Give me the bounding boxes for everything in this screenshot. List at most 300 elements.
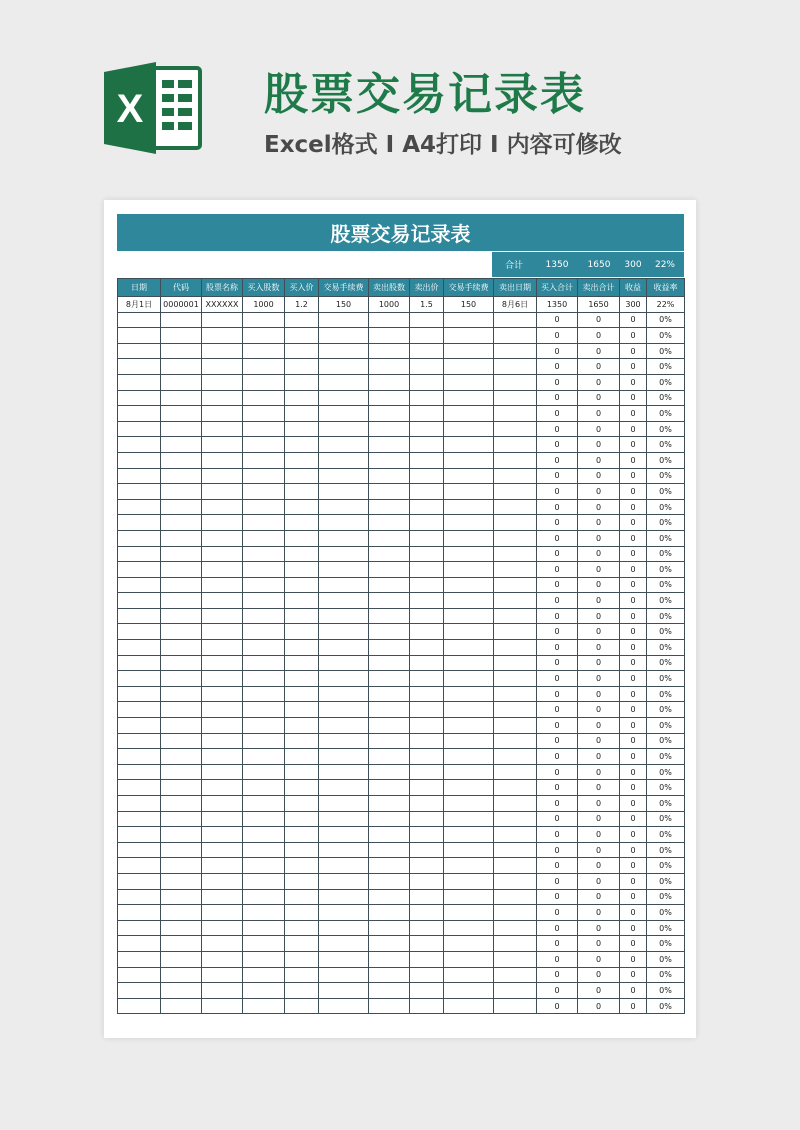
table-cell[interactable] bbox=[319, 749, 369, 765]
table-cell[interactable] bbox=[410, 671, 444, 687]
table-cell[interactable] bbox=[369, 967, 410, 983]
table-cell[interactable] bbox=[494, 562, 537, 578]
table-cell[interactable] bbox=[319, 936, 369, 952]
table-cell[interactable] bbox=[161, 406, 202, 422]
table-cell[interactable]: 0 bbox=[620, 905, 647, 921]
table-cell[interactable]: 0 bbox=[578, 390, 620, 406]
table-cell[interactable] bbox=[410, 702, 444, 718]
table-cell[interactable] bbox=[494, 858, 537, 874]
table-cell[interactable] bbox=[369, 671, 410, 687]
table-cell[interactable]: 0 bbox=[620, 936, 647, 952]
table-cell[interactable]: 0 bbox=[578, 749, 620, 765]
table-cell[interactable] bbox=[202, 452, 243, 468]
table-cell[interactable] bbox=[410, 530, 444, 546]
table-cell[interactable]: 1000 bbox=[243, 297, 285, 313]
table-cell[interactable] bbox=[202, 811, 243, 827]
table-cell[interactable] bbox=[319, 998, 369, 1014]
table-cell[interactable]: 0 bbox=[620, 983, 647, 999]
table-cell[interactable] bbox=[202, 671, 243, 687]
table-cell[interactable] bbox=[202, 936, 243, 952]
table-cell[interactable]: 0 bbox=[620, 421, 647, 437]
table-cell[interactable]: 150 bbox=[319, 297, 369, 313]
table-cell[interactable] bbox=[410, 499, 444, 515]
table-cell[interactable] bbox=[494, 686, 537, 702]
table-cell[interactable]: 0 bbox=[578, 967, 620, 983]
table-cell[interactable] bbox=[161, 530, 202, 546]
table-cell[interactable] bbox=[369, 858, 410, 874]
table-cell[interactable]: 150 bbox=[444, 297, 494, 313]
table-cell[interactable]: 0 bbox=[620, 780, 647, 796]
table-cell[interactable] bbox=[285, 468, 319, 484]
table-cell[interactable] bbox=[494, 452, 537, 468]
table-cell[interactable] bbox=[161, 905, 202, 921]
table-cell[interactable] bbox=[444, 998, 494, 1014]
table-cell[interactable] bbox=[161, 359, 202, 375]
table-cell[interactable] bbox=[243, 671, 285, 687]
table-cell[interactable] bbox=[494, 796, 537, 812]
table-cell[interactable]: 0% bbox=[647, 733, 685, 749]
table-cell[interactable] bbox=[118, 546, 161, 562]
table-cell[interactable]: 0% bbox=[647, 967, 685, 983]
table-cell[interactable]: 0 bbox=[537, 951, 578, 967]
table-cell[interactable] bbox=[118, 671, 161, 687]
table-cell[interactable] bbox=[410, 905, 444, 921]
table-cell[interactable]: 0% bbox=[647, 827, 685, 843]
table-cell[interactable] bbox=[202, 593, 243, 609]
table-cell[interactable] bbox=[410, 577, 444, 593]
table-cell[interactable] bbox=[285, 608, 319, 624]
table-cell[interactable] bbox=[202, 889, 243, 905]
table-cell[interactable] bbox=[494, 951, 537, 967]
table-cell[interactable]: 0% bbox=[647, 920, 685, 936]
table-cell[interactable] bbox=[118, 920, 161, 936]
table-cell[interactable] bbox=[285, 562, 319, 578]
table-cell[interactable] bbox=[118, 624, 161, 640]
table-cell[interactable]: 0 bbox=[620, 530, 647, 546]
table-cell[interactable] bbox=[444, 702, 494, 718]
table-cell[interactable] bbox=[410, 936, 444, 952]
table-cell[interactable] bbox=[202, 577, 243, 593]
table-cell[interactable] bbox=[369, 593, 410, 609]
table-cell[interactable] bbox=[369, 796, 410, 812]
table-cell[interactable] bbox=[161, 624, 202, 640]
table-cell[interactable]: 0 bbox=[620, 608, 647, 624]
table-cell[interactable] bbox=[285, 671, 319, 687]
table-cell[interactable] bbox=[161, 858, 202, 874]
table-cell[interactable] bbox=[161, 983, 202, 999]
table-cell[interactable]: 0 bbox=[620, 328, 647, 344]
table-cell[interactable] bbox=[444, 858, 494, 874]
table-cell[interactable]: 0% bbox=[647, 530, 685, 546]
table-cell[interactable] bbox=[444, 796, 494, 812]
table-cell[interactable] bbox=[444, 780, 494, 796]
table-cell[interactable] bbox=[410, 718, 444, 734]
table-cell[interactable] bbox=[319, 951, 369, 967]
table-cell[interactable]: 0% bbox=[647, 577, 685, 593]
table-cell[interactable]: 0% bbox=[647, 515, 685, 531]
table-cell[interactable] bbox=[161, 764, 202, 780]
table-cell[interactable] bbox=[319, 640, 369, 656]
table-cell[interactable]: 0% bbox=[647, 608, 685, 624]
table-cell[interactable]: 0 bbox=[578, 328, 620, 344]
table-cell[interactable]: 0% bbox=[647, 671, 685, 687]
table-cell[interactable]: 0000001 bbox=[161, 297, 202, 313]
table-cell[interactable] bbox=[118, 343, 161, 359]
table-cell[interactable]: 0 bbox=[537, 624, 578, 640]
table-cell[interactable] bbox=[202, 343, 243, 359]
table-cell[interactable]: 1350 bbox=[537, 297, 578, 313]
table-cell[interactable] bbox=[161, 811, 202, 827]
table-cell[interactable] bbox=[444, 686, 494, 702]
table-cell[interactable] bbox=[494, 702, 537, 718]
table-cell[interactable] bbox=[118, 998, 161, 1014]
table-cell[interactable] bbox=[161, 608, 202, 624]
table-cell[interactable] bbox=[494, 421, 537, 437]
table-cell[interactable] bbox=[161, 374, 202, 390]
table-cell[interactable]: 0 bbox=[537, 936, 578, 952]
table-cell[interactable]: 0 bbox=[537, 546, 578, 562]
table-cell[interactable]: 0 bbox=[537, 468, 578, 484]
table-cell[interactable] bbox=[319, 733, 369, 749]
table-cell[interactable]: 0% bbox=[647, 468, 685, 484]
table-cell[interactable] bbox=[243, 811, 285, 827]
table-cell[interactable] bbox=[118, 905, 161, 921]
table-cell[interactable]: 0 bbox=[578, 733, 620, 749]
table-cell[interactable]: 0% bbox=[647, 873, 685, 889]
table-cell[interactable] bbox=[410, 686, 444, 702]
table-cell[interactable] bbox=[118, 873, 161, 889]
table-cell[interactable] bbox=[369, 390, 410, 406]
table-cell[interactable] bbox=[494, 967, 537, 983]
table-cell[interactable] bbox=[319, 655, 369, 671]
table-cell[interactable] bbox=[118, 390, 161, 406]
table-cell[interactable] bbox=[202, 374, 243, 390]
table-cell[interactable] bbox=[369, 452, 410, 468]
table-cell[interactable]: 0 bbox=[578, 873, 620, 889]
table-cell[interactable] bbox=[369, 374, 410, 390]
table-cell[interactable] bbox=[410, 608, 444, 624]
table-cell[interactable]: 0 bbox=[537, 983, 578, 999]
table-cell[interactable] bbox=[202, 920, 243, 936]
table-cell[interactable]: 0% bbox=[647, 749, 685, 765]
table-cell[interactable] bbox=[410, 374, 444, 390]
table-cell[interactable] bbox=[369, 515, 410, 531]
table-cell[interactable] bbox=[369, 702, 410, 718]
table-cell[interactable] bbox=[243, 562, 285, 578]
table-cell[interactable]: 0 bbox=[578, 889, 620, 905]
table-cell[interactable]: 0 bbox=[537, 577, 578, 593]
table-cell[interactable]: 0 bbox=[578, 640, 620, 656]
table-cell[interactable] bbox=[118, 842, 161, 858]
table-cell[interactable]: 0% bbox=[647, 359, 685, 375]
table-cell[interactable] bbox=[444, 655, 494, 671]
table-cell[interactable] bbox=[369, 421, 410, 437]
table-cell[interactable] bbox=[285, 811, 319, 827]
table-cell[interactable] bbox=[243, 967, 285, 983]
table-cell[interactable] bbox=[202, 967, 243, 983]
table-cell[interactable]: 0 bbox=[537, 343, 578, 359]
table-cell[interactable] bbox=[369, 764, 410, 780]
table-cell[interactable] bbox=[118, 484, 161, 500]
table-cell[interactable] bbox=[118, 749, 161, 765]
table-cell[interactable] bbox=[243, 718, 285, 734]
table-cell[interactable] bbox=[410, 546, 444, 562]
table-cell[interactable]: 0 bbox=[578, 406, 620, 422]
table-cell[interactable] bbox=[118, 764, 161, 780]
table-cell[interactable] bbox=[202, 640, 243, 656]
table-cell[interactable] bbox=[369, 936, 410, 952]
table-cell[interactable] bbox=[494, 608, 537, 624]
table-cell[interactable] bbox=[202, 562, 243, 578]
table-cell[interactable]: 0 bbox=[578, 312, 620, 328]
table-cell[interactable] bbox=[444, 374, 494, 390]
table-cell[interactable]: 0 bbox=[578, 499, 620, 515]
table-cell[interactable]: 0% bbox=[647, 702, 685, 718]
table-cell[interactable] bbox=[118, 983, 161, 999]
table-cell[interactable] bbox=[161, 343, 202, 359]
table-cell[interactable]: 0 bbox=[620, 655, 647, 671]
table-cell[interactable] bbox=[319, 718, 369, 734]
table-cell[interactable] bbox=[444, 328, 494, 344]
table-cell[interactable]: 0% bbox=[647, 343, 685, 359]
table-cell[interactable] bbox=[444, 920, 494, 936]
table-cell[interactable] bbox=[118, 780, 161, 796]
table-cell[interactable] bbox=[202, 530, 243, 546]
table-cell[interactable] bbox=[319, 905, 369, 921]
table-cell[interactable] bbox=[410, 343, 444, 359]
table-cell[interactable] bbox=[243, 328, 285, 344]
table-cell[interactable]: 0 bbox=[537, 858, 578, 874]
table-cell[interactable] bbox=[161, 312, 202, 328]
table-cell[interactable]: 8月1日 bbox=[118, 297, 161, 313]
table-cell[interactable]: 0 bbox=[537, 718, 578, 734]
table-cell[interactable] bbox=[494, 343, 537, 359]
table-cell[interactable] bbox=[494, 359, 537, 375]
table-cell[interactable] bbox=[202, 827, 243, 843]
table-cell[interactable] bbox=[494, 374, 537, 390]
table-cell[interactable]: 0 bbox=[537, 733, 578, 749]
table-cell[interactable] bbox=[118, 468, 161, 484]
table-cell[interactable] bbox=[319, 515, 369, 531]
table-cell[interactable] bbox=[410, 421, 444, 437]
table-cell[interactable] bbox=[243, 468, 285, 484]
table-cell[interactable] bbox=[369, 951, 410, 967]
table-cell[interactable] bbox=[202, 655, 243, 671]
table-cell[interactable]: 0% bbox=[647, 640, 685, 656]
table-cell[interactable]: 0 bbox=[620, 640, 647, 656]
table-cell[interactable] bbox=[319, 530, 369, 546]
table-cell[interactable]: 0 bbox=[537, 811, 578, 827]
table-cell[interactable]: 0% bbox=[647, 562, 685, 578]
table-cell[interactable] bbox=[319, 842, 369, 858]
table-cell[interactable] bbox=[202, 312, 243, 328]
table-cell[interactable]: 0 bbox=[620, 484, 647, 500]
table-cell[interactable] bbox=[444, 873, 494, 889]
table-cell[interactable] bbox=[319, 484, 369, 500]
table-cell[interactable]: 0 bbox=[578, 608, 620, 624]
table-cell[interactable]: 0 bbox=[537, 905, 578, 921]
table-cell[interactable] bbox=[285, 343, 319, 359]
table-cell[interactable] bbox=[285, 546, 319, 562]
table-cell[interactable] bbox=[494, 889, 537, 905]
table-cell[interactable] bbox=[202, 499, 243, 515]
table-cell[interactable]: 0 bbox=[537, 312, 578, 328]
table-cell[interactable] bbox=[410, 328, 444, 344]
table-cell[interactable] bbox=[319, 764, 369, 780]
table-cell[interactable] bbox=[285, 312, 319, 328]
table-cell[interactable] bbox=[494, 764, 537, 780]
table-cell[interactable] bbox=[369, 842, 410, 858]
table-cell[interactable] bbox=[118, 374, 161, 390]
table-cell[interactable] bbox=[202, 780, 243, 796]
table-cell[interactable] bbox=[118, 530, 161, 546]
table-cell[interactable] bbox=[369, 780, 410, 796]
table-cell[interactable] bbox=[319, 328, 369, 344]
table-cell[interactable] bbox=[369, 718, 410, 734]
table-cell[interactable] bbox=[410, 951, 444, 967]
table-cell[interactable] bbox=[410, 593, 444, 609]
table-cell[interactable] bbox=[285, 967, 319, 983]
table-cell[interactable] bbox=[161, 936, 202, 952]
table-cell[interactable] bbox=[369, 484, 410, 500]
table-cell[interactable]: 0 bbox=[578, 842, 620, 858]
table-cell[interactable]: 0% bbox=[647, 437, 685, 453]
table-cell[interactable]: 0 bbox=[537, 406, 578, 422]
table-cell[interactable]: 0 bbox=[620, 577, 647, 593]
table-cell[interactable]: 0 bbox=[620, 951, 647, 967]
table-cell[interactable]: 0 bbox=[620, 796, 647, 812]
table-cell[interactable] bbox=[494, 936, 537, 952]
table-cell[interactable]: 0 bbox=[578, 515, 620, 531]
table-cell[interactable]: 0 bbox=[537, 515, 578, 531]
table-cell[interactable] bbox=[202, 998, 243, 1014]
table-cell[interactable] bbox=[319, 671, 369, 687]
table-cell[interactable]: 0% bbox=[647, 328, 685, 344]
table-cell[interactable] bbox=[285, 499, 319, 515]
table-cell[interactable]: 0 bbox=[537, 998, 578, 1014]
table-cell[interactable] bbox=[161, 640, 202, 656]
table-cell[interactable] bbox=[494, 655, 537, 671]
table-cell[interactable] bbox=[243, 546, 285, 562]
table-cell[interactable]: XXXXXX bbox=[202, 297, 243, 313]
table-cell[interactable]: 0 bbox=[537, 655, 578, 671]
table-cell[interactable] bbox=[161, 468, 202, 484]
table-cell[interactable] bbox=[369, 905, 410, 921]
table-cell[interactable]: 0% bbox=[647, 983, 685, 999]
table-cell[interactable] bbox=[202, 796, 243, 812]
table-cell[interactable]: 0 bbox=[620, 515, 647, 531]
table-cell[interactable]: 0 bbox=[620, 967, 647, 983]
table-cell[interactable] bbox=[410, 452, 444, 468]
table-cell[interactable] bbox=[118, 452, 161, 468]
table-cell[interactable] bbox=[161, 702, 202, 718]
table-cell[interactable]: 0 bbox=[578, 827, 620, 843]
table-cell[interactable]: 1650 bbox=[578, 297, 620, 313]
table-cell[interactable]: 0 bbox=[578, 452, 620, 468]
table-cell[interactable] bbox=[161, 484, 202, 500]
table-cell[interactable]: 0 bbox=[578, 905, 620, 921]
table-cell[interactable] bbox=[161, 951, 202, 967]
table-cell[interactable] bbox=[243, 312, 285, 328]
table-cell[interactable]: 0% bbox=[647, 718, 685, 734]
table-cell[interactable] bbox=[118, 811, 161, 827]
table-cell[interactable]: 0 bbox=[537, 702, 578, 718]
table-cell[interactable] bbox=[444, 421, 494, 437]
table-cell[interactable] bbox=[161, 515, 202, 531]
table-cell[interactable] bbox=[494, 640, 537, 656]
table-cell[interactable] bbox=[369, 499, 410, 515]
table-cell[interactable] bbox=[444, 624, 494, 640]
table-cell[interactable] bbox=[285, 390, 319, 406]
table-cell[interactable] bbox=[319, 811, 369, 827]
table-cell[interactable]: 0% bbox=[647, 655, 685, 671]
table-cell[interactable] bbox=[410, 484, 444, 500]
table-cell[interactable]: 0% bbox=[647, 998, 685, 1014]
table-cell[interactable] bbox=[319, 686, 369, 702]
table-cell[interactable] bbox=[319, 796, 369, 812]
table-cell[interactable] bbox=[202, 437, 243, 453]
table-cell[interactable] bbox=[118, 608, 161, 624]
table-cell[interactable]: 0% bbox=[647, 905, 685, 921]
table-cell[interactable]: 0 bbox=[620, 733, 647, 749]
table-cell[interactable] bbox=[369, 608, 410, 624]
table-cell[interactable] bbox=[369, 546, 410, 562]
table-cell[interactable] bbox=[369, 468, 410, 484]
table-cell[interactable] bbox=[118, 889, 161, 905]
table-cell[interactable] bbox=[319, 858, 369, 874]
table-cell[interactable]: 0% bbox=[647, 780, 685, 796]
table-cell[interactable] bbox=[161, 499, 202, 515]
table-cell[interactable] bbox=[118, 359, 161, 375]
table-cell[interactable] bbox=[444, 546, 494, 562]
table-cell[interactable] bbox=[243, 593, 285, 609]
table-cell[interactable]: 0% bbox=[647, 624, 685, 640]
table-cell[interactable] bbox=[118, 733, 161, 749]
table-cell[interactable] bbox=[494, 842, 537, 858]
table-cell[interactable] bbox=[202, 359, 243, 375]
table-cell[interactable] bbox=[444, 983, 494, 999]
table-cell[interactable]: 0 bbox=[578, 655, 620, 671]
table-cell[interactable] bbox=[243, 452, 285, 468]
table-cell[interactable] bbox=[494, 811, 537, 827]
table-cell[interactable] bbox=[410, 406, 444, 422]
table-cell[interactable] bbox=[494, 437, 537, 453]
table-cell[interactable] bbox=[319, 374, 369, 390]
table-cell[interactable] bbox=[243, 998, 285, 1014]
table-cell[interactable] bbox=[243, 686, 285, 702]
table-cell[interactable] bbox=[494, 390, 537, 406]
table-cell[interactable]: 0 bbox=[620, 827, 647, 843]
table-cell[interactable] bbox=[369, 406, 410, 422]
table-cell[interactable] bbox=[285, 951, 319, 967]
table-cell[interactable] bbox=[444, 515, 494, 531]
table-cell[interactable] bbox=[243, 484, 285, 500]
table-cell[interactable] bbox=[444, 827, 494, 843]
table-cell[interactable] bbox=[410, 858, 444, 874]
table-cell[interactable] bbox=[410, 733, 444, 749]
table-cell[interactable] bbox=[285, 686, 319, 702]
table-cell[interactable] bbox=[118, 593, 161, 609]
table-cell[interactable] bbox=[369, 920, 410, 936]
table-cell[interactable]: 0 bbox=[620, 343, 647, 359]
table-cell[interactable]: 0 bbox=[620, 452, 647, 468]
table-cell[interactable]: 0 bbox=[578, 437, 620, 453]
table-cell[interactable] bbox=[494, 328, 537, 344]
table-cell[interactable]: 0 bbox=[620, 312, 647, 328]
table-cell[interactable]: 0 bbox=[537, 873, 578, 889]
table-cell[interactable] bbox=[444, 951, 494, 967]
table-cell[interactable]: 300 bbox=[620, 297, 647, 313]
